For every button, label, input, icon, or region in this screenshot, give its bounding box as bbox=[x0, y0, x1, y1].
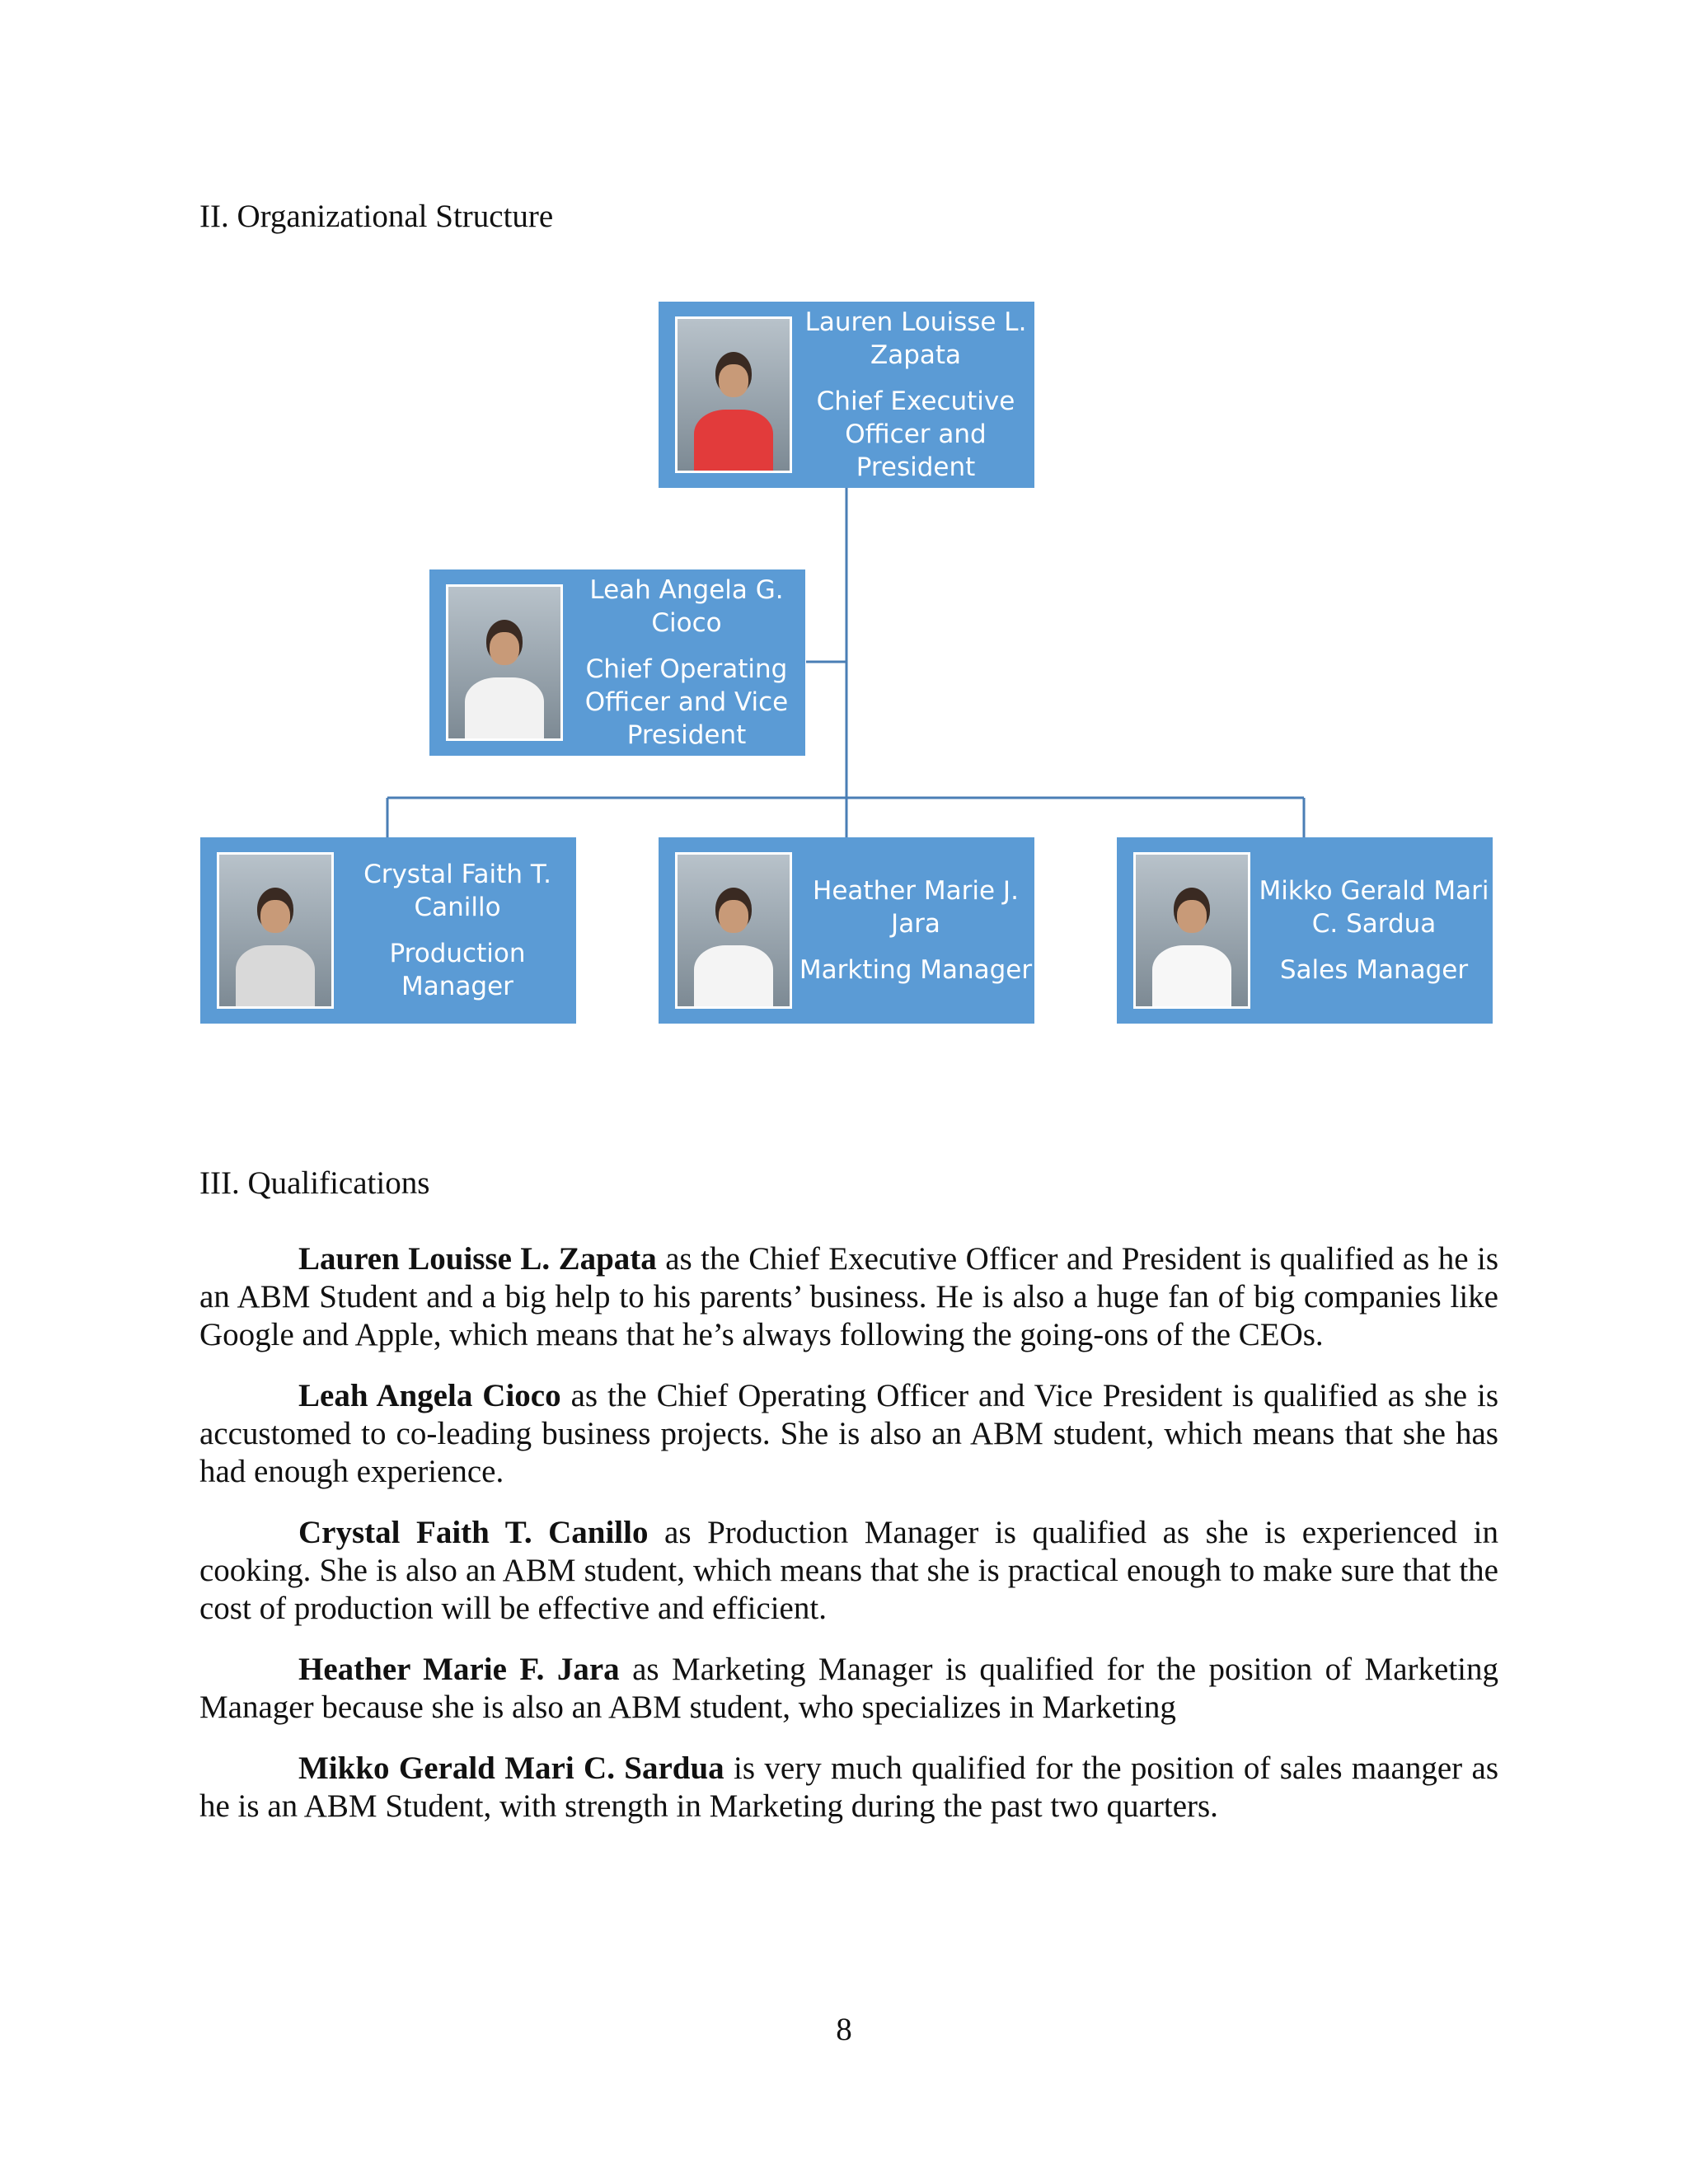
qualification-paragraph bbox=[199, 1377, 1498, 1491]
org-box-marketing-manager bbox=[659, 837, 1034, 1024]
production-manager-name: Crystal Faith T. Canillo bbox=[363, 860, 551, 922]
qualification-name: Heather Marie F. Jara bbox=[298, 1652, 620, 1687]
qualification-text: is very much qualified for the position of sales maanger as he is an ABM Student, with strength in Marketing during the past two quarters. bbox=[199, 1750, 1498, 1824]
qualification-paragraph bbox=[199, 1750, 1498, 1825]
qualification-name: Mikko Gerald Mari C. Sardua bbox=[298, 1750, 724, 1786]
org-box-coo bbox=[429, 569, 805, 756]
qualification-paragraph bbox=[199, 1651, 1498, 1727]
section-heading-organizational-structure: II. Organizational Structure bbox=[199, 199, 554, 234]
qualification-paragraph bbox=[199, 1514, 1498, 1628]
production-manager-role: Production Manager bbox=[389, 939, 526, 1001]
marketing-manager-name: Heather Marie J. Jara bbox=[813, 876, 1019, 939]
coo-photo bbox=[446, 584, 563, 741]
sales-manager-name: Mikko Gerald Mari C. Sardua bbox=[1259, 876, 1489, 939]
ceo-photo-shirt bbox=[694, 410, 772, 471]
marketing-manager-photo bbox=[675, 852, 792, 1009]
marketing-manager-role: Markting Manager bbox=[799, 955, 1033, 985]
production-manager-photo bbox=[217, 852, 334, 1009]
org-box-sales-manager bbox=[1117, 837, 1493, 1024]
qualification-name: Leah Angela Cioco bbox=[298, 1378, 561, 1413]
ceo-role: Chief Executive Officer and President bbox=[816, 387, 1015, 482]
org-box-ceo bbox=[659, 302, 1034, 488]
coo-name: Leah Angela G. Cioco bbox=[589, 575, 784, 638]
qualification-name: Lauren Louisse L. Zapata bbox=[298, 1241, 657, 1277]
section-heading-qualifications: III. Qualifications bbox=[199, 1165, 430, 1201]
qualification-name: Crystal Faith T. Canillo bbox=[298, 1515, 649, 1550]
qualification-text: as Marketing Manager is qualified for the position of Marketing Manager because she is also an ABM student, who specializes in Marketing bbox=[199, 1652, 1498, 1725]
ceo-name: Lauren Louisse L. Zapata bbox=[804, 307, 1027, 370]
qualification-paragraph bbox=[199, 1240, 1498, 1354]
ceo-photo bbox=[675, 316, 792, 473]
qualification-text: as Production Manager is qualified as she is experienced in cooking. She is also an ABM student, which means that she is practical enough to make sure that the cost of production will be effective and efficient. bbox=[199, 1515, 1499, 1626]
sales-manager-role: Sales Manager bbox=[1279, 955, 1469, 985]
page-number: 8 bbox=[836, 2012, 852, 2047]
sales-manager-photo bbox=[1133, 852, 1250, 1009]
qualification-text: as the Chief Executive Officer and President is qualified as he is an ABM Student and a big help to his parents’ business. He is also a huge fan of big companies like Google and Apple, which means that he’s always following the going-ons of the CEOs. bbox=[199, 1241, 1498, 1352]
qualification-text: as the Chief Operating Officer and Vice President is qualified as she is accustomed to co-leading business projects. She is also an ABM student, which means that she has had enough experience. bbox=[199, 1378, 1499, 1489]
org-box-production-manager bbox=[200, 837, 576, 1024]
coo-role: Chief Operating Officer and Vice President bbox=[584, 654, 789, 750]
